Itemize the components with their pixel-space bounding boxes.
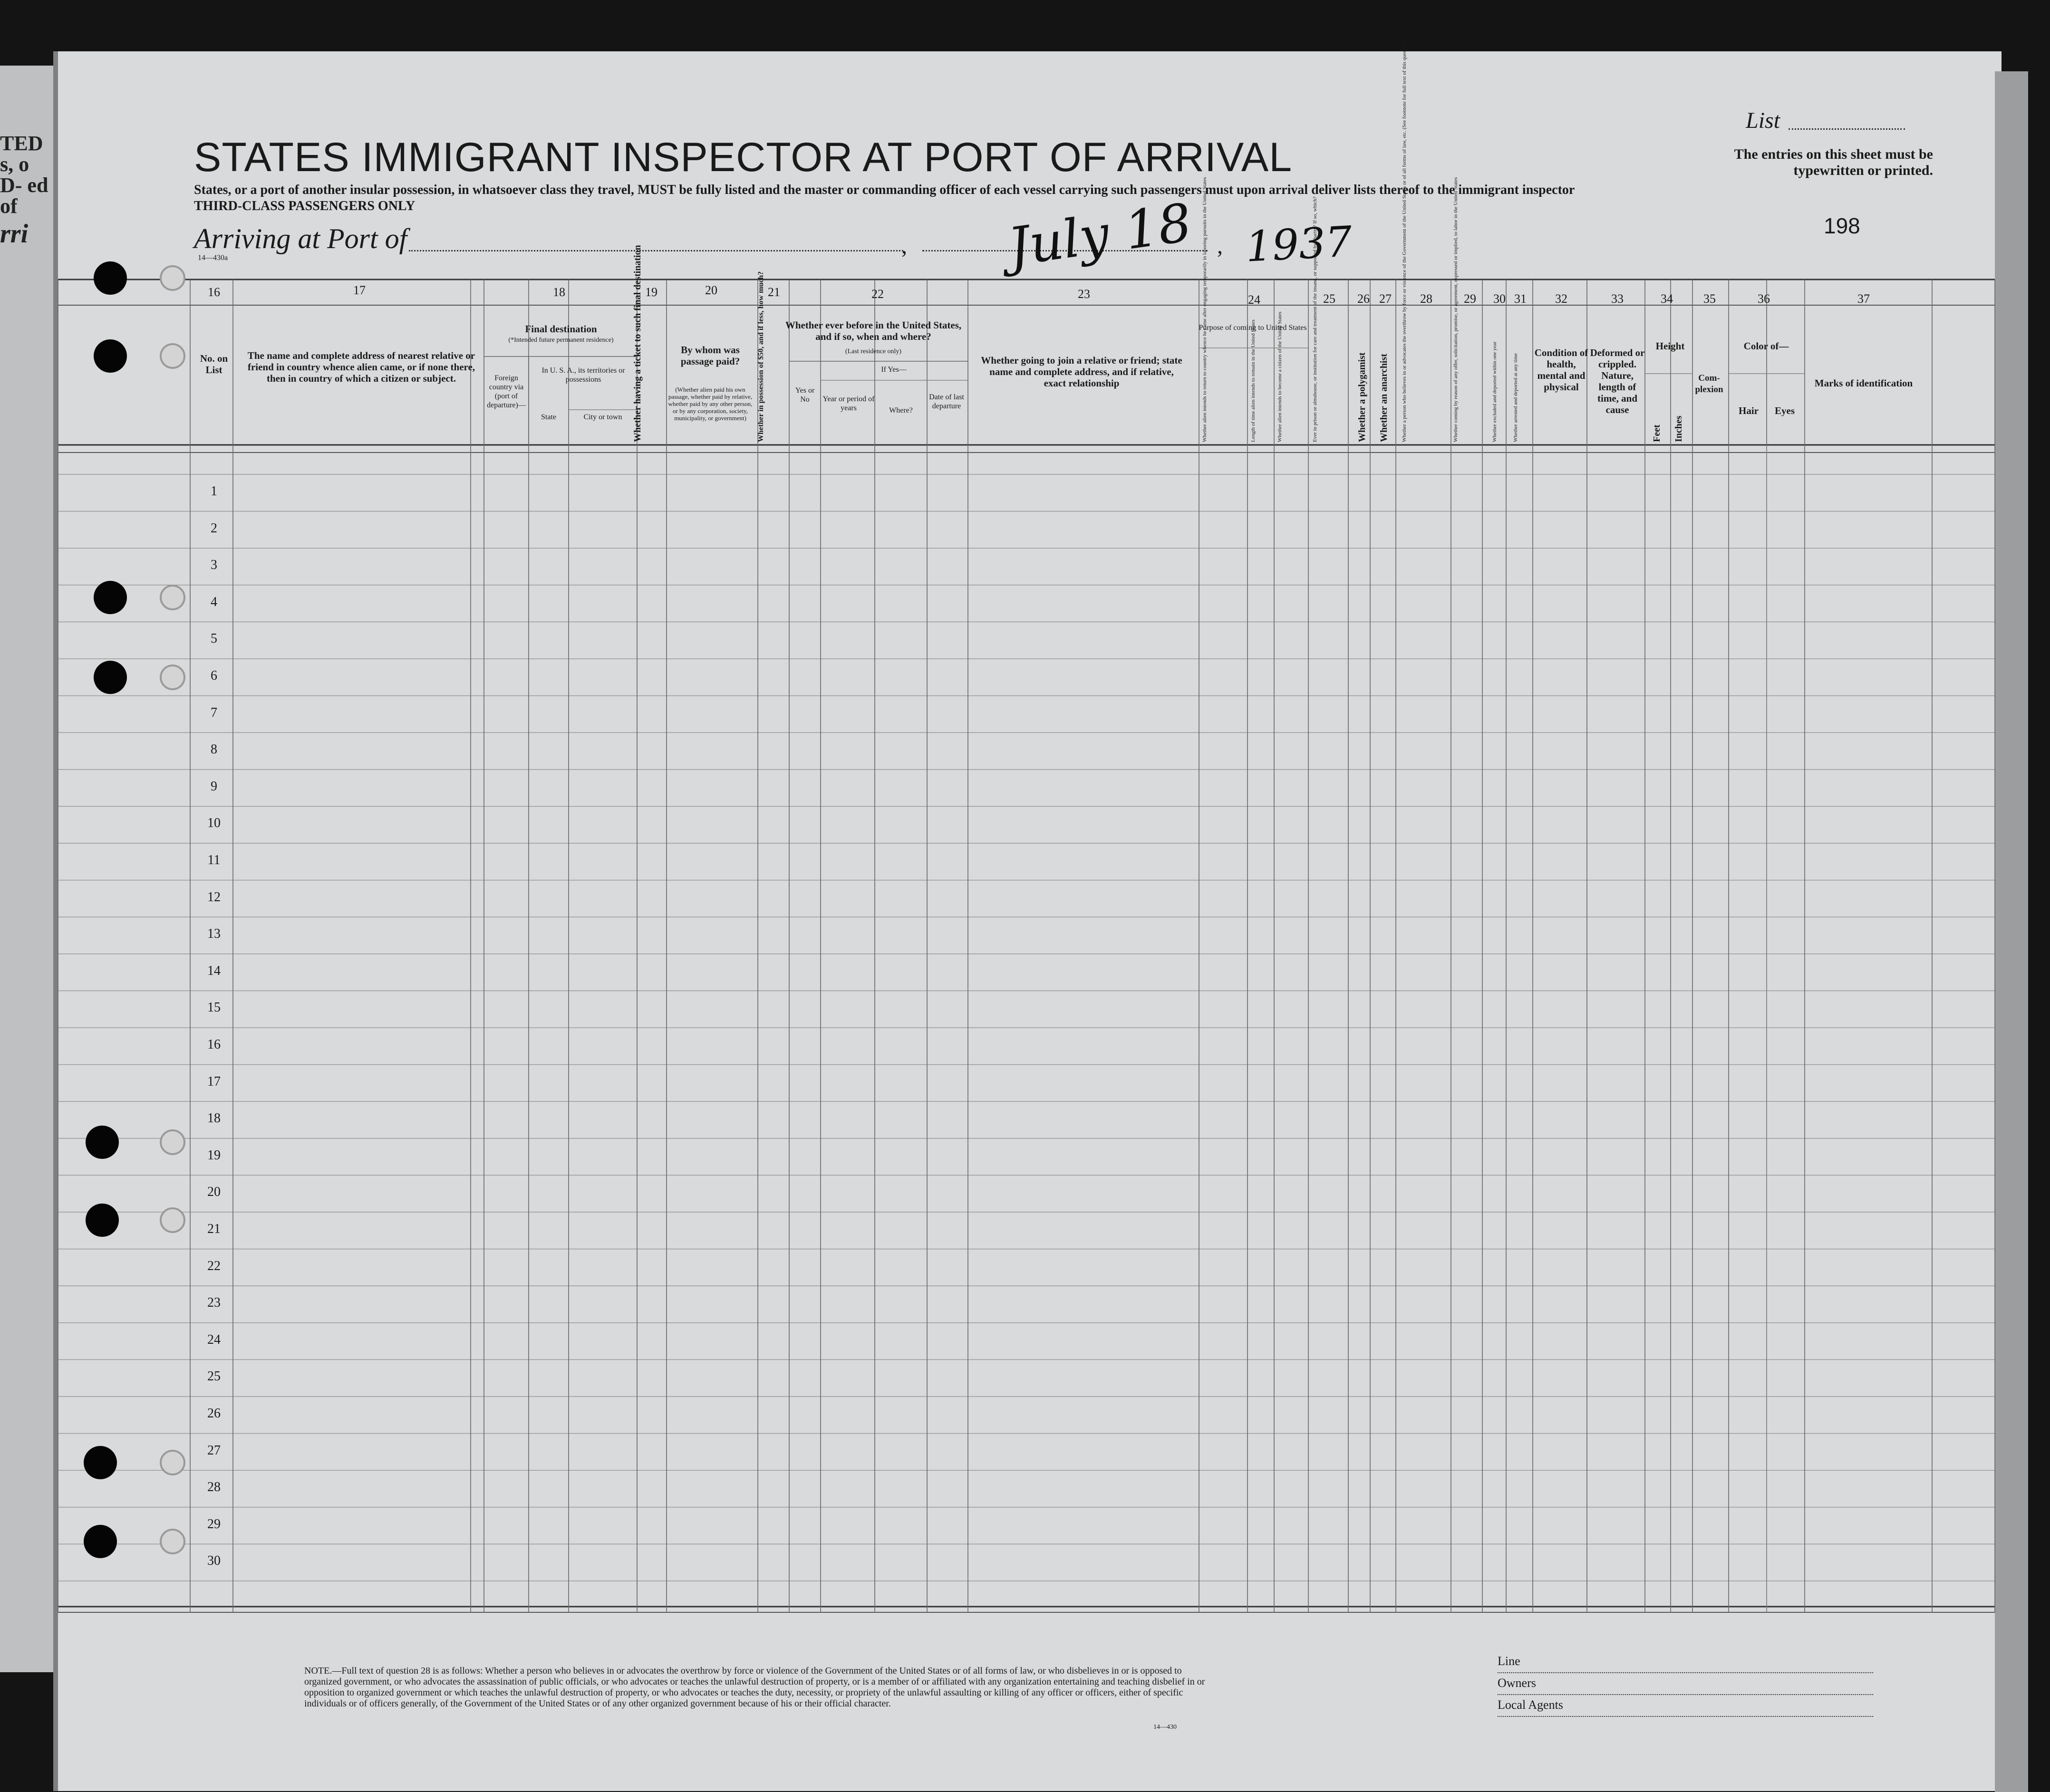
header-city: City or town xyxy=(583,413,622,421)
row-number: 5 xyxy=(211,631,217,646)
agents-label: Local Agents xyxy=(1498,1698,1565,1712)
row-number: 4 xyxy=(211,594,217,609)
col-number: 24 xyxy=(1248,293,1260,307)
row-number: 6 xyxy=(211,668,217,683)
left-fragment: rri xyxy=(0,219,29,249)
agents-field[interactable] xyxy=(1498,1698,1878,1720)
list-label: List xyxy=(1746,108,1780,133)
row-number: 26 xyxy=(207,1406,221,1421)
row-number: 19 xyxy=(207,1147,221,1163)
punch-hole xyxy=(84,1525,117,1558)
header-marks: Marks of identification xyxy=(1814,377,1913,389)
row-number: 1 xyxy=(211,484,217,499)
col-number: 30 xyxy=(1493,292,1506,306)
row-number: 17 xyxy=(207,1074,221,1089)
header-polygamist: Whether a polygamist xyxy=(1357,352,1367,442)
left-fragment: D- ed xyxy=(0,173,48,197)
reinforcement-ring xyxy=(160,343,185,369)
row-number: 14 xyxy=(207,963,221,978)
header-years: Year or period of years xyxy=(822,395,875,412)
col-number: 32 xyxy=(1555,292,1567,306)
row-number: 20 xyxy=(207,1185,221,1200)
line-field[interactable] xyxy=(1498,1654,1878,1676)
row-number: 12 xyxy=(207,889,221,905)
header-if-yes: If Yes— xyxy=(881,366,907,374)
header-hair: Hair xyxy=(1739,405,1759,416)
header-going-to-join: Whether going to join a relative or friend; state name and complete address, and if relative, exact relationship xyxy=(981,355,1182,389)
header-yes-no: Yes or No xyxy=(795,386,815,404)
col-number: 36 xyxy=(1758,292,1770,306)
instruction-text: States, or a port of another insular possession, in whatsoever class they travel, MUST be fully listed and the master or commanding officer of each vessel carrying such passengers must upon arrival deliver lists thereof to the immigrant inspector xyxy=(194,183,1575,197)
punch-hole xyxy=(84,1446,117,1479)
row-number: 23 xyxy=(207,1295,221,1310)
header-fifty-dollars: Whether in possession of $50, and if less, how much? xyxy=(757,271,765,442)
comma: , xyxy=(1217,233,1223,259)
footer-signature-block xyxy=(1498,1654,1878,1720)
passenger-class: THIRD-CLASS PASSENGERS ONLY xyxy=(194,199,416,213)
header-prison xyxy=(1312,323,1318,442)
row-number: 8 xyxy=(211,742,217,757)
row-number: 24 xyxy=(207,1332,221,1347)
row-number: 21 xyxy=(207,1222,221,1236)
col-number: 22 xyxy=(871,287,884,301)
header-purpose-b: Length of time alien intends to remain in the United States xyxy=(1250,319,1256,442)
row-number: 28 xyxy=(207,1480,221,1495)
row-number: 30 xyxy=(207,1553,221,1569)
row-number: 15 xyxy=(207,1000,221,1015)
entries-note: The entries on this sheet must be typewritten or printed. xyxy=(1734,146,1933,178)
reinforcement-ring xyxy=(160,1207,185,1233)
header-state: State xyxy=(541,413,556,421)
reinforcement-ring xyxy=(160,665,185,690)
header-ever-before: Whether ever before in the United States, and if so, when and where? xyxy=(785,319,962,342)
header-purpose-c: Whether alien intends to become a citizen of the United States xyxy=(1277,311,1283,442)
col-number: 34 xyxy=(1661,292,1673,306)
header-eyes: Eyes xyxy=(1775,405,1795,416)
punch-hole xyxy=(86,1126,119,1159)
punch-hole xyxy=(94,581,127,614)
col-number: 28 xyxy=(1420,292,1432,306)
owners-label: Owners xyxy=(1498,1676,1538,1690)
header-nearest-relative: The name and complete address of nearest relative or friend in country whence alien came, or if none there, then in country of which a citizen or subject. xyxy=(247,350,475,384)
footer-form-code: 14—430 xyxy=(1153,1724,1177,1731)
col-number: 27 xyxy=(1379,292,1392,306)
header-passage-sub: (Whether alien paid his own passage, whether paid by relative, whether paid by any other person, or by any corporation, society, municipality, or government) xyxy=(668,386,753,422)
comma: , xyxy=(901,233,907,259)
header-anarchist: Whether an anarchist xyxy=(1379,354,1389,442)
reinforcement-ring xyxy=(160,585,185,610)
header-complexion: Com-plexion xyxy=(1695,373,1723,395)
punch-hole xyxy=(94,661,127,694)
col-number: 21 xyxy=(768,285,780,299)
col-number: 31 xyxy=(1514,292,1527,306)
left-fragment: TED xyxy=(0,132,43,155)
header-health: Condition of health, mental and physical xyxy=(1534,347,1588,393)
row-number: 3 xyxy=(211,558,217,573)
handwritten-date: July 18 xyxy=(1004,192,1196,278)
col-number: 17 xyxy=(353,283,366,297)
header-purpose: Purpose of coming to United States xyxy=(1199,324,1307,332)
page-title: STATES IMMIGRANT INSPECTOR AT PORT OF ARRIVAL xyxy=(194,135,1293,180)
header-final-destination: Final destination xyxy=(525,323,597,335)
header-passage-paid: By whom was passage paid? xyxy=(680,344,740,367)
col-number: 26 xyxy=(1357,292,1370,306)
header-departure: Date of last departure xyxy=(929,393,964,410)
col-number: 18 xyxy=(553,285,565,299)
header-feet: Feet xyxy=(1652,424,1662,442)
col-number: 20 xyxy=(705,283,717,297)
col-number: 29 xyxy=(1464,292,1476,306)
header-last-residence: (Last residence only) xyxy=(845,348,902,355)
line-label: Line xyxy=(1498,1654,1522,1668)
header-color-of: Color of— xyxy=(1743,340,1789,352)
arriving-label: Arriving at Port of xyxy=(194,223,407,254)
left-fragment: s, o xyxy=(0,153,29,176)
reinforcement-ring xyxy=(160,1129,185,1155)
row-number: 10 xyxy=(207,816,221,831)
header-foreign-country: Foreign country via (port of departure)— xyxy=(487,374,526,409)
left-fragment: of xyxy=(0,194,18,218)
row-number: 11 xyxy=(207,853,221,867)
header-q28 xyxy=(1402,314,1408,442)
row-number: 9 xyxy=(211,779,217,794)
header-where: Where? xyxy=(889,406,913,414)
sheet-number: 198 xyxy=(1824,213,1860,238)
form-number: 14—430a xyxy=(198,254,228,262)
row-number: 22 xyxy=(207,1258,221,1273)
header-height: Height xyxy=(1655,340,1685,352)
col-number: 25 xyxy=(1323,292,1335,306)
footer-note: NOTE.—Full text of question 28 is as follows: Whether a person who believes in or advocates the overthrow by force or violence of the Government of the United States or of all forms of law, or who disbelieves in or is opposed to organized government, or who advocates the assassination of public officials, or who advocates or teaches the unlawful destruction of property, or is a member of or affiliated with any organization entertaining and teaching disbelief in or opposition to organized government or which teaches the unlawful destruction of property, or who advocates or teaches the duty, necessity, or propriety of the unlawful assaulting or killing of any officer or officers, either of specific individuals or of officers generally, of the Government of the United States or of any other organized government because of his or their official character. xyxy=(304,1666,1205,1709)
reinforcement-ring xyxy=(160,1450,185,1475)
row-number: 27 xyxy=(207,1443,221,1458)
col-number: 35 xyxy=(1703,292,1716,306)
row-number: 2 xyxy=(211,520,217,536)
punch-hole xyxy=(94,261,127,295)
row-number: 13 xyxy=(207,926,221,942)
punch-hole xyxy=(86,1204,119,1237)
header-in-usa: In U. S. A., its territories or possessions xyxy=(542,366,625,384)
header-q29 xyxy=(1453,314,1459,442)
row-number: 25 xyxy=(207,1369,221,1384)
owners-field[interactable] xyxy=(1498,1676,1878,1698)
header-q31: Whether arrested and deported at any time xyxy=(1513,353,1518,442)
header-ticket: Whether having a ticket to such final destination xyxy=(632,245,643,442)
header-deformed: Deformed or crippled. Nature, length of time, and cause xyxy=(1590,347,1645,415)
col-number: 33 xyxy=(1611,292,1624,306)
header-q30: Whether excluded and deported within one year xyxy=(1492,341,1498,442)
col-number: 16 xyxy=(208,285,220,299)
row-number: 16 xyxy=(207,1037,221,1052)
row-number: 29 xyxy=(207,1516,221,1532)
header-inches: Inches xyxy=(1673,415,1684,442)
header-purpose-a xyxy=(1202,347,1208,442)
col-number: 37 xyxy=(1857,292,1870,306)
col-number: 19 xyxy=(645,285,658,299)
handwritten-year: 1937 xyxy=(1244,217,1354,271)
reinforcement-ring xyxy=(160,1529,185,1554)
col-number: 23 xyxy=(1078,287,1090,301)
header-no-on-list: No. on List xyxy=(200,353,228,376)
reinforcement-ring xyxy=(160,265,185,291)
row-number: 7 xyxy=(211,705,217,720)
punch-hole xyxy=(94,339,127,373)
row-number: 18 xyxy=(207,1111,221,1126)
header-destination-sub: (*Intended future permanent residence) xyxy=(508,337,614,344)
